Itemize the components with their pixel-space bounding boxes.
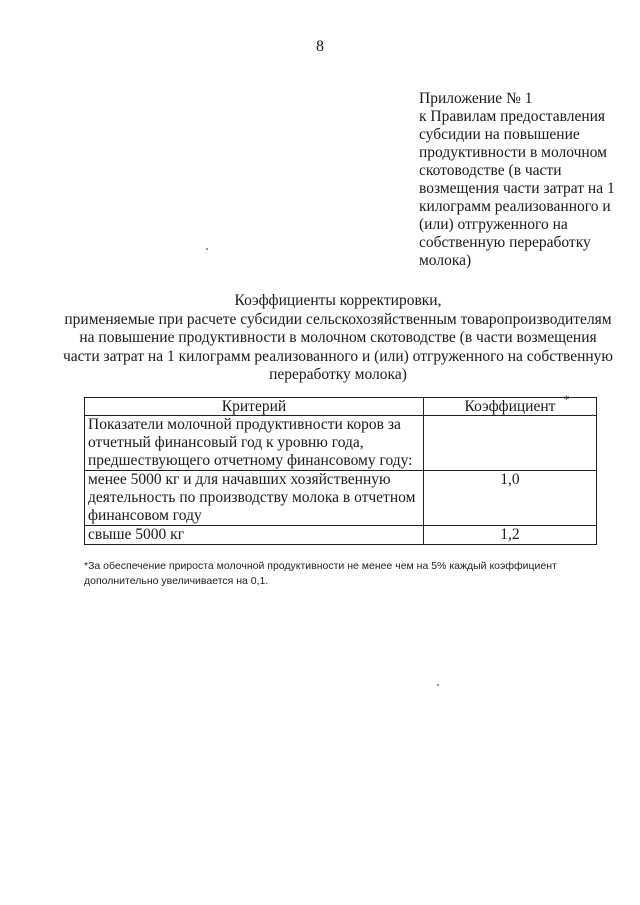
footnote-mark: * xyxy=(563,392,570,406)
criterion-cell: свыше 5000 кг xyxy=(85,526,424,545)
appendix-body: к Правилам предоставления субсидии на повышение продуктивности в молочном скотоводстве (в части возмещения части затрат на 1 килограмм реализованного и (или) отгруженного на собственную переработку молока) xyxy=(419,108,615,269)
criterion-header-label: Критерий xyxy=(221,398,287,415)
appendix-title: Приложение № 1 xyxy=(419,90,533,107)
table-row xyxy=(85,416,597,471)
scan-speck xyxy=(437,684,439,686)
criterion-cell: менее 5000 кг и для начавших хозяйственную деятельность по производству молока в отчетном финансовом году xyxy=(85,471,424,526)
table-row xyxy=(85,526,597,545)
scan-speck xyxy=(592,414,593,416)
coefficient-cell: 1,0 xyxy=(423,471,596,526)
page-number: 8 xyxy=(316,38,324,55)
table-row xyxy=(85,471,597,526)
coefficient-header-label: Коэффициент xyxy=(464,398,556,415)
heading-rest: применяемые при расчете субсидии сельскохозяйственным товаропроизводителям на повышение продуктивности в молочном скотоводстве (в части возмещения части затрат на 1 килограмм реализованного и (или) отгруженного на собственную переработку молока) xyxy=(62,310,613,383)
scan-speck xyxy=(206,248,208,250)
footnote: *За обеспечение прироста молочной продуктивности не менее чем на 5% каждый коэффициент дополнительно увеличивается на 0,1. xyxy=(84,560,557,587)
table-heading xyxy=(60,292,616,385)
coefficients-table xyxy=(84,392,597,545)
coefficient-header xyxy=(423,392,596,416)
coefficient-cell xyxy=(423,416,596,471)
heading-line-1: Коэффициенты корректировки, xyxy=(234,292,442,309)
criterion-cell: Показатели молочной продуктивности коров за отчетный финансовый год к уровню года, предшествующего отчетному финансовому году: xyxy=(85,416,424,471)
criterion-header xyxy=(85,398,424,416)
coefficient-cell: 1,2 xyxy=(423,526,596,545)
coefficient-header-wrap xyxy=(464,392,570,415)
table-header-row xyxy=(85,398,597,416)
